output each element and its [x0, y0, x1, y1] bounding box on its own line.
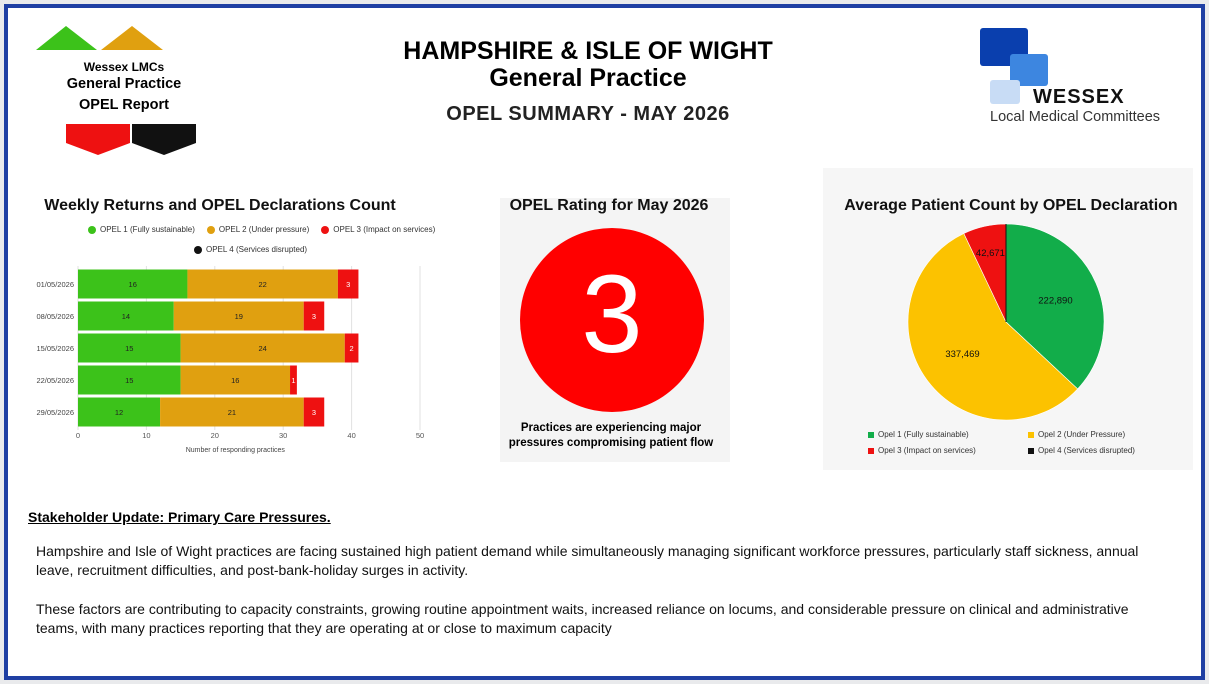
pie-data-label: 337,469: [945, 348, 980, 360]
bar-data-label: 16: [231, 376, 240, 385]
pie-legend-swatch-opel1: [868, 432, 874, 438]
legend-label-opel1: OPEL 1 (Fully sustainable): [100, 225, 195, 234]
legend-item-opel1: [88, 225, 195, 234]
bar-x-axis-label: Number of responding practices: [185, 447, 285, 454]
pie-legend-item-opel4: [1028, 446, 1135, 455]
legend-label-opel4: OPEL 4 (Services disrupted): [206, 245, 308, 254]
logo-text: [44, 60, 204, 116]
legend-label-opel2: OPEL 2 (Under pressure): [218, 225, 310, 234]
stakeholder-title: Stakeholder Update: Primary Care Pressures.: [28, 509, 331, 525]
bar-data-label: 21: [227, 408, 237, 417]
bar-legend-row-1: [88, 225, 435, 234]
legend-item-opel4: [194, 245, 307, 254]
logo-line2: OPEL Report: [79, 97, 169, 113]
opel-caption-line2: pressures compromising patient flow: [508, 437, 714, 449]
pie-chart-title: Average Patient Count by OPEL Declaration: [844, 197, 1178, 214]
legend-item-opel3: [321, 225, 435, 234]
logo-green-chevron: [36, 26, 97, 50]
bar-data-label: 22: [258, 280, 267, 289]
pie-chart: [904, 220, 1108, 424]
pie-legend-label-opel4: Opel 4 (Services disrupted): [1038, 446, 1135, 455]
wessex-square-light: [990, 80, 1020, 104]
bar-data-label: 3: [346, 280, 351, 289]
report-frame: [4, 4, 1205, 680]
page-subtitle: OPEL SUMMARY - MAY 2026: [446, 103, 730, 125]
opel-rating-title: OPEL Rating for May 2026: [509, 197, 709, 214]
page-title: HAMPSHIRE & ISLE OF WIGHT: [403, 37, 773, 65]
pie-legend-label-opel2: Opel 2 (Under Pressure): [1038, 430, 1126, 439]
pie-data-label: 222,890: [1038, 295, 1073, 307]
legend-dot-opel1: [88, 226, 96, 234]
pie-legend-swatch-opel3: [868, 448, 874, 454]
bar-category-label: 15/05/2026: [36, 344, 74, 353]
bar-category-label: 01/05/2026: [36, 280, 74, 289]
stacked-bar-chart: [18, 258, 428, 458]
bar-data-label: 12: [114, 408, 124, 417]
pie-legend-swatch-opel2: [1028, 432, 1034, 438]
bar-data-label: 16: [128, 280, 137, 289]
bar-legend-row-2: [194, 245, 307, 254]
logo-black-chevron: [132, 124, 196, 155]
bar-data-label: 15: [125, 376, 134, 385]
bar-x-tick-label: 30: [279, 431, 288, 440]
wessex-wordmark: WESSEX: [1033, 86, 1125, 108]
bar-x-tick-label: 40: [347, 431, 356, 440]
bar-data-label: 24: [258, 344, 267, 353]
stakeholder-paragraph-1: Hampshire and Isle of Wight practices are facing sustained high patient demand while simultaneously managing significant workforce pressures, particularly staff sickness, annual leave, recruitment difficulties, and post-bank-holiday surges in activity.: [36, 543, 1139, 578]
logo-amber-chevron: [101, 26, 163, 50]
bar-data-label: 2: [349, 344, 354, 353]
pie-legend-row-1: [868, 430, 1168, 439]
legend-item-opel2: [207, 225, 309, 234]
bar-category-label: 29/05/2026: [36, 408, 74, 417]
opel-caption-line1: Practices are experiencing major: [520, 422, 702, 434]
opel-rating-value: 3: [581, 253, 643, 376]
bar-data-label: 3: [311, 408, 317, 417]
logo-small-text: Wessex LMCs: [83, 60, 165, 74]
page-title-line2: General Practice: [489, 64, 687, 92]
opel-rating-caption: [506, 421, 716, 451]
bar-data-label: 19: [234, 312, 243, 321]
pie-legend-item-opel1: [868, 430, 1028, 439]
bar-category-label: 08/05/2026: [36, 312, 74, 321]
bar-data-label: 15: [125, 344, 134, 353]
pie-legend-item-opel2: [1028, 430, 1125, 439]
pie-data-label: 42,671: [975, 248, 1005, 260]
wessex-subtitle: Local Medical Committees: [990, 109, 1161, 125]
opel-rating-badge: [518, 228, 708, 418]
logo-red-chevron: [66, 124, 130, 155]
legend-dot-opel2: [207, 226, 215, 234]
bar-category-label: 22/05/2026: [36, 376, 74, 385]
page-header: [338, 38, 838, 126]
pie-legend-item-opel3: [868, 446, 1028, 455]
bar-chart-title: Weekly Returns and OPEL Declarations Count: [44, 197, 396, 214]
bar-data-label: 3: [311, 312, 317, 321]
bar-data-label: 14: [121, 312, 131, 321]
legend-dot-opel4: [194, 246, 202, 254]
legend-label-opel3: OPEL 3 (Impact on services): [333, 225, 436, 234]
bar-x-tick-label: 10: [142, 431, 151, 440]
bar-x-tick-label: 50: [415, 431, 425, 440]
bar-x-tick-label: 20: [210, 431, 219, 440]
bar-data-label: 1: [291, 376, 296, 385]
stakeholder-paragraph-2: These factors are contributing to capacity constraints, growing routine appointment waits, increased reliance on locums, and considerable pressure on clinical and administrative teams, with many practices reporting that they are operating at or close to maximum capacity: [36, 601, 1129, 636]
logo-line1: General Practice: [66, 76, 182, 92]
pie-legend-label-opel3: Opel 3 (Impact on services): [878, 446, 976, 455]
pie-legend-label-opel1: Opel 1 (Fully sustainable): [878, 430, 969, 439]
pie-legend-row-2: [868, 446, 1168, 455]
legend-dot-opel3: [321, 226, 329, 234]
bar-x-tick-label: 0: [75, 431, 81, 440]
pie-legend-swatch-opel4: [1028, 448, 1034, 454]
